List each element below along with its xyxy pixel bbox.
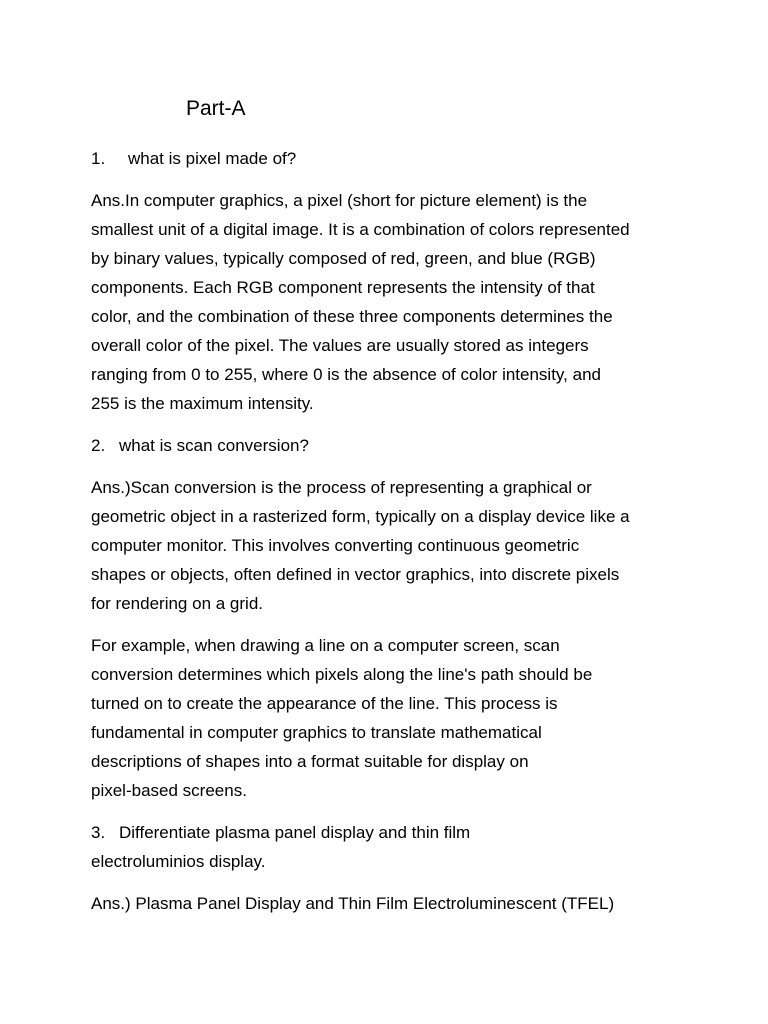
answer-line: For example, when drawing a line on a computer screen, scan [91, 636, 560, 655]
answer-line: by binary values, typically composed of red, green, and blue (RGB) [91, 249, 596, 268]
answer-line: shapes or objects, often defined in vector graphics, into discrete pixels [91, 565, 620, 584]
question-number: 1. [91, 149, 106, 168]
question-text: what is scan conversion? [119, 436, 309, 455]
answer-line: Ans.)Scan conversion is the process of representing a graphical or [91, 478, 592, 497]
answer-line: Ans.In computer graphics, a pixel (short for picture element) is the [91, 191, 588, 210]
question-number: 3. [91, 823, 106, 842]
document-body [91, 144, 691, 931]
answer-2-example [91, 631, 691, 805]
answer-line: color, and the combination of these three components determines the [91, 307, 613, 326]
answer-line: fundamental in computer graphics to translate mathematical [91, 723, 542, 742]
answer-line: overall color of the pixel. The values are usually stored as integers [91, 336, 589, 355]
answer-line: turned on to create the appearance of the line. This process is [91, 694, 558, 713]
answer-line: for rendering on a grid. [91, 594, 263, 613]
answer-line: Ans.) Plasma Panel Display and Thin Film Electroluminescent (TFEL) [91, 894, 615, 913]
question-2 [91, 431, 691, 460]
answer-3 [91, 889, 691, 918]
answer-line: descriptions of shapes into a format suitable for display on [91, 752, 529, 771]
answer-2 [91, 473, 691, 618]
question-text: electroluminios display. [91, 852, 266, 871]
answer-line: computer monitor. This involves converting continuous geometric [91, 536, 580, 555]
question-text: Differentiate plasma panel display and thin film [119, 823, 471, 842]
answer-line: components. Each RGB component represents the intensity of that [91, 278, 595, 297]
answer-1 [91, 186, 691, 418]
question-text: what is pixel made of? [128, 149, 297, 168]
answer-line: smallest unit of a digital image. It is a combination of colors represented [91, 220, 630, 239]
answer-line: ranging from 0 to 255, where 0 is the absence of color intensity, and [91, 365, 601, 384]
question-3 [91, 818, 691, 876]
answer-line: 255 is the maximum intensity. [91, 394, 314, 413]
answer-line: geometric object in a rasterized form, typically on a display device like a [91, 507, 630, 526]
answer-line: pixel-based screens. [91, 781, 247, 800]
question-1 [91, 144, 691, 173]
page-heading: Part-A [186, 97, 246, 120]
answer-line: conversion determines which pixels along the line's path should be [91, 665, 593, 684]
question-number: 2. [91, 436, 106, 455]
